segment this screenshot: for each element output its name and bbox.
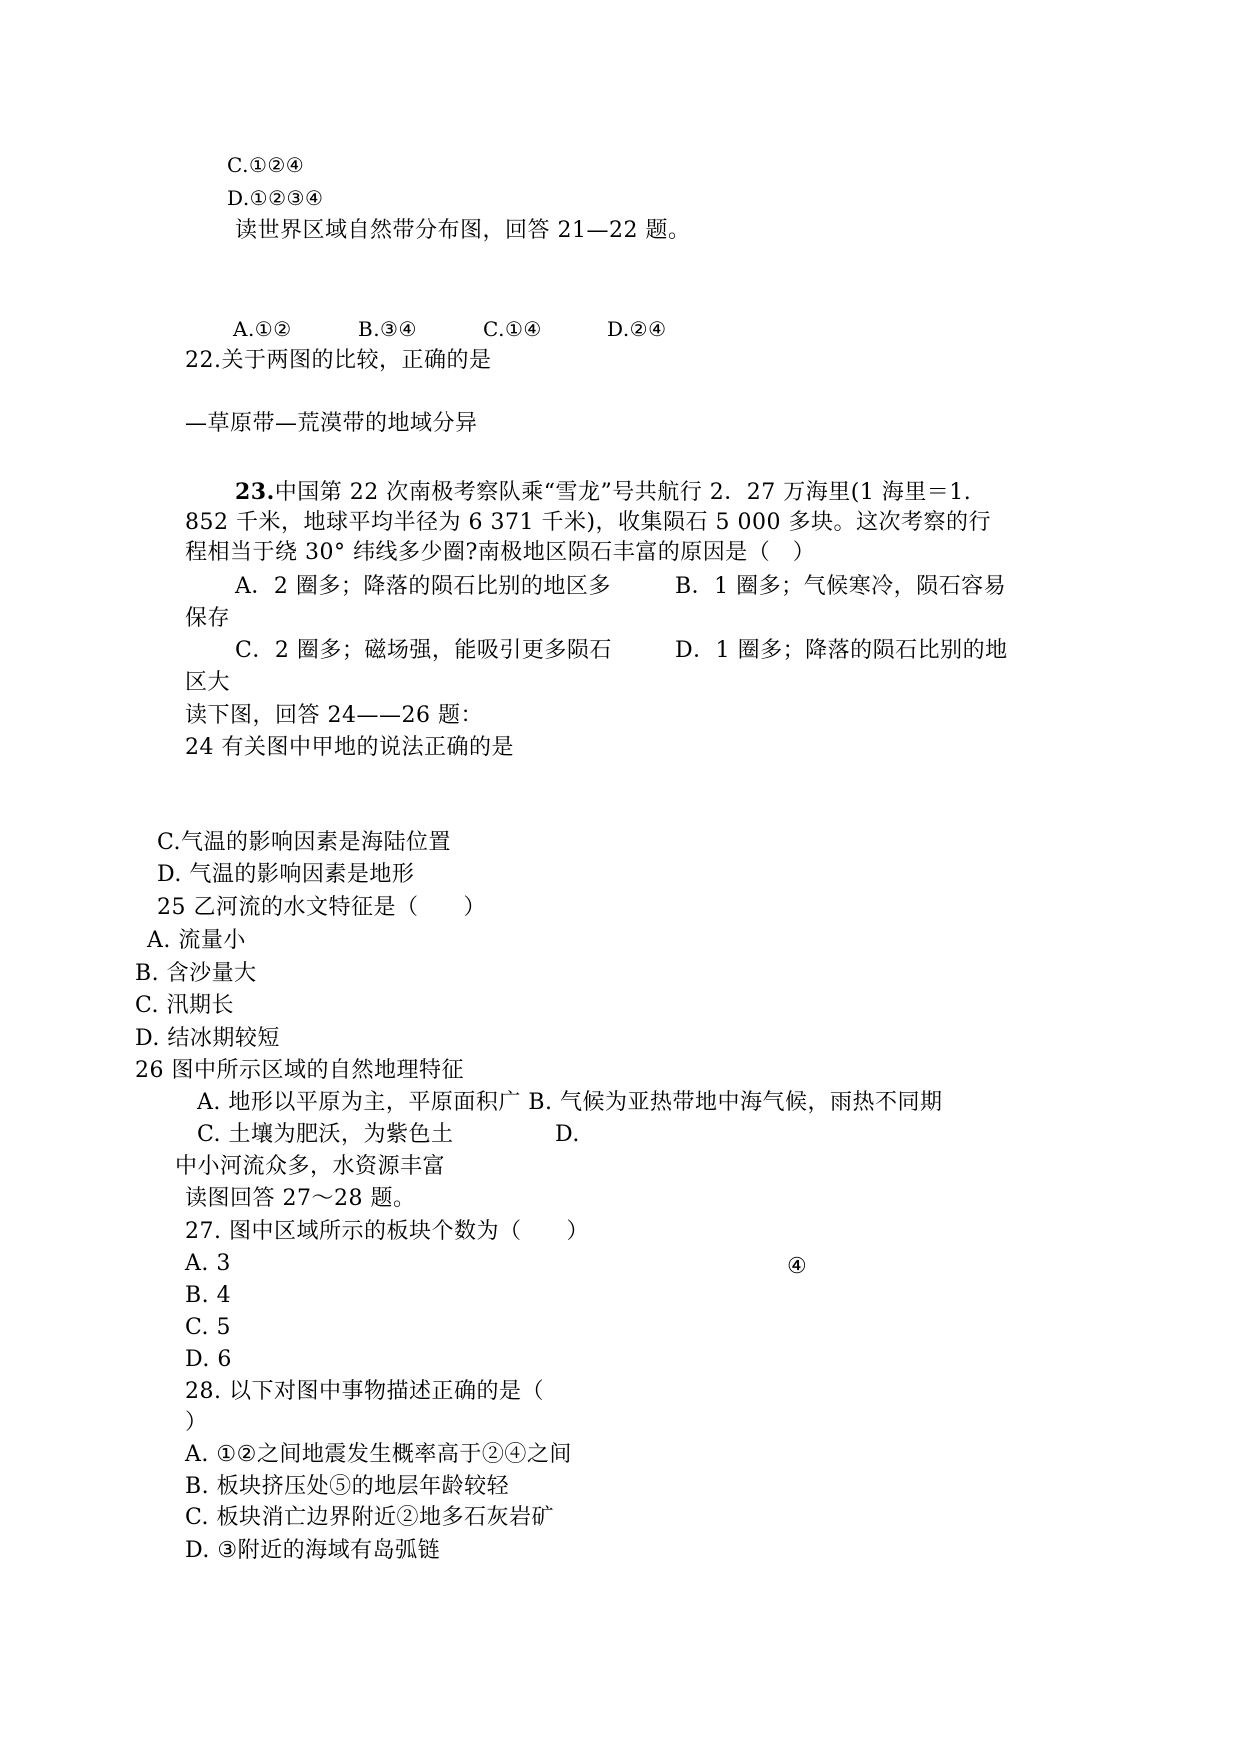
q21-option-b: B.③④ [358,317,417,341]
q25-option-a: A. 流量小 [147,928,246,953]
q25-option-c: C. 汛期长 [135,993,235,1018]
q22-fragment: —草原带—荒漠带的地域分异 [185,411,478,436]
q24-option-d: D. 气温的影响因素是地形 [157,862,415,887]
q20-option-c: C.①②④ [227,153,305,177]
q26-option-c: C. 土壤为肥沃，为紫色土 [197,1122,454,1147]
q28-option-b: B. 板块挤压处⑤的地层年龄较轻 [185,1474,510,1499]
q24-26-intro: 读下图，回答 24——26 题： [185,703,483,728]
q25-option-b: B. 含沙量大 [135,961,257,986]
q21-intro: 读世界区域自然带分布图，回答 21—22 题。 [235,218,691,243]
q28-stem: 28. 以下对图中事物描述正确的是（ [185,1379,544,1404]
q20-option-d: D.①②③④ [227,186,324,210]
q21-option-d: D.②④ [607,317,667,341]
q26-option-d-text: 中小河流众多，水资源丰富 [175,1154,446,1179]
q27-option-b: B. 4 [185,1283,232,1308]
q27-option-d: D. 6 [185,1347,232,1372]
q23-option-a: A．2 圈多；降落的陨石比别的地区多 [235,574,611,599]
q27-option-a: A. 3 [185,1251,231,1276]
q28-option-a: A. ①②之间地震发生概率高于②④之间 [185,1442,572,1467]
q23-line-2: 852 千米，地球平均半径为 6 371 千米)，收集陨石 5 000 多块。这次考察的行 [185,510,992,535]
q25-option-d: D. 结冰期较短 [135,1026,280,1051]
q24-stem: 24 有关图中甲地的说法正确的是 [185,735,514,760]
q21-option-c: C.①④ [483,317,542,341]
q23-option-d-cont: 区大 [185,670,231,695]
q23-option-d: D．1 圈多；降落的陨石比别的地 [675,638,1008,663]
q23-number: 23. [235,479,275,505]
q23-line-1-text: 中国第 22 次南极考察队乘“雪龙”号共航行 2．27 万海里(1 海里＝1. [274,480,972,505]
q28-option-d: D. ③附近的海域有岛弧链 [185,1538,441,1563]
q22-stem: 22.关于两图的比较，正确的是 [185,348,492,373]
q28-stem-end: ） [185,1410,208,1435]
q26-option-ab: A. 地形以平原为主，平原面积广 B. 气候为亚热带地中海气候，雨热不同期 [197,1090,943,1115]
q23-option-b-cont: 保存 [185,606,231,631]
q26-stem: 26 图中所示区域的自然地理特征 [135,1058,464,1083]
q23-line-3: 程相当于绕 30° 纬线多少圈?南极地区陨石丰富的原因是（ ） [185,540,816,565]
q27-stem: 27. 图中区域所示的板块个数为（ ） [185,1219,589,1244]
q27-28-intro: 读图回答 27～28 题。 [185,1186,416,1211]
q23-option-b: B．1 圈多；气候寒冷，陨石容易 [675,574,1007,599]
q23-option-c: C．2 圈多；磁场强，能吸引更多陨石 [235,638,612,663]
q27-option-c: C. 5 [185,1315,232,1340]
q21-option-a: A.①② [233,317,292,341]
q28-option-c: C. 板块消亡边界附近②地多石灰岩矿 [185,1505,555,1530]
q26-option-d-label: D. [555,1122,580,1147]
q21-options-row [233,316,713,342]
q24-option-c: C.气温的影响因素是海陆位置 [157,830,452,855]
q27-map-marker: ④ [787,1254,808,1279]
q25-stem: 25 乙河流的水文特征是（ ） [157,895,486,920]
q23-line-1 [235,479,971,506]
